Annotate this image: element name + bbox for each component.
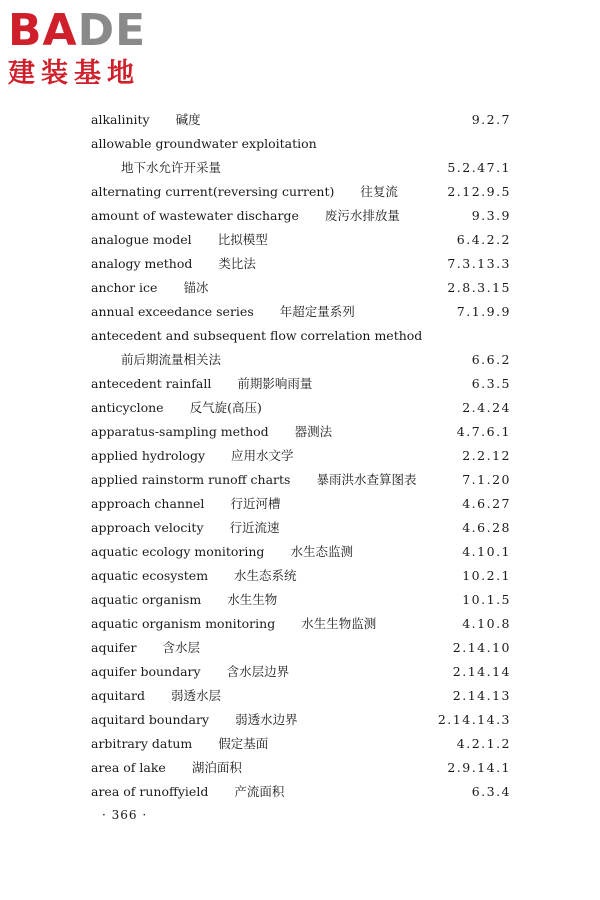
entry-chinese-term: 假定基面 bbox=[218, 736, 269, 751]
entry-section-number: 2.14.10 bbox=[452, 640, 511, 655]
glossary-entry bbox=[91, 540, 511, 564]
entry-section-number: 9.3.9 bbox=[471, 208, 511, 223]
entry-english-term: alkalinity bbox=[91, 112, 150, 127]
entry-chinese-term: 往复流 bbox=[360, 184, 398, 199]
entry-chinese-term: 比拟模型 bbox=[217, 232, 268, 247]
entry-english-term: anchor ice bbox=[91, 280, 158, 295]
entry-chinese-term: 应用水文学 bbox=[231, 448, 294, 463]
entry-english-term: aquatic ecosystem bbox=[91, 568, 209, 583]
entry-chinese-term: 水生态系统 bbox=[234, 568, 297, 583]
entry-section-number: 4.6.27 bbox=[462, 496, 511, 511]
entry-chinese-term: 弱透水层 bbox=[170, 688, 221, 703]
glossary-entry bbox=[91, 444, 511, 468]
entry-chinese-term: 反气旋(高压) bbox=[189, 400, 262, 415]
entry-section-number: 7.1.9.9 bbox=[456, 304, 511, 319]
entry-english-term: approach velocity bbox=[91, 520, 204, 535]
entry-english-term: arbitrary datum bbox=[91, 736, 193, 751]
glossary-entry bbox=[91, 108, 511, 132]
entry-section-number: 2.2.12 bbox=[462, 448, 511, 463]
glossary-entry bbox=[91, 180, 511, 204]
entry-section-number: 9.2.7 bbox=[471, 112, 511, 127]
entry-chinese-term: 行近河槽 bbox=[230, 496, 281, 511]
entry-english-term: amount of wastewater discharge bbox=[91, 208, 299, 223]
glossary-entry bbox=[91, 588, 511, 612]
entry-english-term: aquitard bbox=[91, 688, 145, 703]
entry-chinese-term: 前后期流量相关法 bbox=[121, 352, 222, 367]
entry-english-term: area of lake bbox=[91, 760, 166, 775]
entry-chinese-term: 暴雨洪水查算图表 bbox=[316, 472, 417, 487]
entry-section-number: 10.2.1 bbox=[462, 568, 511, 583]
glossary-entry bbox=[91, 420, 511, 444]
entry-english-term: apparatus-sampling method bbox=[91, 424, 269, 439]
entry-english-term: alternating current(reversing current) bbox=[91, 184, 335, 199]
entry-section-number: 2.4.24 bbox=[462, 400, 511, 415]
entry-chinese-term: 弱透水边界 bbox=[235, 712, 298, 727]
entry-english-term: analogue model bbox=[91, 232, 192, 247]
glossary-entry bbox=[91, 756, 511, 780]
entry-english-term: analogy method bbox=[91, 256, 193, 271]
entry-chinese-term: 锚冰 bbox=[183, 280, 209, 295]
glossary-entry bbox=[91, 204, 511, 228]
glossary-entry bbox=[91, 660, 511, 684]
entry-english-term: aquifer boundary bbox=[91, 664, 201, 679]
entry-chinese-term: 含水层边界 bbox=[226, 664, 290, 679]
entry-section-number: 10.1.5 bbox=[462, 592, 511, 607]
glossary-entry bbox=[91, 468, 511, 492]
entry-english-term: applied rainstorm runoff charts bbox=[91, 472, 291, 487]
entry-english-term: aquifer bbox=[91, 640, 137, 655]
glossary-entry bbox=[91, 156, 511, 180]
glossary-entry bbox=[91, 252, 511, 276]
glossary-entry bbox=[91, 684, 511, 708]
entry-chinese-term: 水生生物 bbox=[227, 592, 278, 607]
entry-section-number: 6.4.2.2 bbox=[456, 232, 511, 247]
entry-english-term: anticyclone bbox=[91, 400, 164, 415]
entry-section-number: 6.6.2 bbox=[471, 352, 511, 367]
entry-english-term: approach channel bbox=[91, 496, 205, 511]
entry-english-term: aquitard boundary bbox=[91, 712, 210, 727]
glossary-entry bbox=[91, 636, 511, 660]
entry-section-number: 2.14.13 bbox=[452, 688, 511, 703]
entry-chinese-term: 废污水排放量 bbox=[324, 208, 400, 223]
logo-wordmark-rest: DE bbox=[77, 5, 147, 56]
entry-section-number: 4.10.8 bbox=[462, 616, 511, 631]
glossary-entry bbox=[91, 612, 511, 636]
entry-section-number: 7.1.20 bbox=[462, 472, 511, 487]
logo-subtitle: 建装基地 bbox=[8, 58, 140, 89]
glossary-entry bbox=[91, 228, 511, 252]
glossary-entry bbox=[91, 300, 511, 324]
glossary-entry bbox=[91, 780, 511, 804]
glossary-entry bbox=[91, 372, 511, 396]
glossary-entry bbox=[91, 132, 511, 156]
glossary-entry bbox=[91, 516, 511, 540]
entry-section-number: 4.6.28 bbox=[462, 520, 511, 535]
entry-chinese-term: 类比法 bbox=[218, 256, 256, 271]
entry-section-number: 4.2.1.2 bbox=[456, 736, 511, 751]
entry-section-number: 4.10.1 bbox=[462, 544, 511, 559]
entry-english-term: allowable groundwater exploitation bbox=[91, 136, 317, 151]
entry-chinese-term: 碱度 bbox=[175, 112, 201, 127]
entry-section-number: 2.8.3.15 bbox=[447, 280, 511, 295]
glossary-entry bbox=[91, 732, 511, 756]
entry-section-number: 2.12.9.5 bbox=[447, 184, 511, 199]
entry-english-term: aquatic organism bbox=[91, 592, 202, 607]
entry-chinese-term: 产流面积 bbox=[234, 784, 285, 799]
entry-section-number: 5.2.47.1 bbox=[447, 160, 511, 175]
glossary-entry bbox=[91, 396, 511, 420]
entry-section-number: 2.14.14.3 bbox=[437, 712, 511, 727]
entry-chinese-term: 行近流速 bbox=[229, 520, 280, 535]
entry-chinese-term: 含水层 bbox=[162, 640, 201, 655]
entry-section-number: 2.9.14.1 bbox=[447, 760, 511, 775]
entry-english-term: area of runoffyield bbox=[91, 784, 209, 799]
glossary-entry bbox=[91, 276, 511, 300]
entry-english-term: aquatic ecology monitoring bbox=[91, 544, 265, 559]
glossary-entry bbox=[91, 492, 511, 516]
entry-english-term: applied hydrology bbox=[91, 448, 206, 463]
entry-english-term: aquatic organism monitoring bbox=[91, 616, 276, 631]
entry-chinese-term: 年超定量系列 bbox=[279, 304, 355, 319]
page-number: · 366 · bbox=[102, 808, 148, 822]
entry-english-term: antecedent and subsequent flow correlation method bbox=[91, 328, 423, 343]
entry-section-number: 7.3.13.3 bbox=[447, 256, 511, 271]
entry-section-number: 2.14.14 bbox=[452, 664, 511, 679]
glossary-entry bbox=[91, 708, 511, 732]
entry-section-number: 6.3.5 bbox=[471, 376, 511, 391]
entry-chinese-term: 器测法 bbox=[294, 424, 333, 439]
entry-chinese-term: 地下水允许开采量 bbox=[121, 160, 222, 175]
logo-wordmark bbox=[8, 6, 178, 56]
glossary-entry bbox=[91, 324, 511, 348]
glossary-entries bbox=[91, 108, 511, 804]
entry-section-number: 6.3.4 bbox=[471, 784, 511, 799]
entry-chinese-term: 水生态监测 bbox=[290, 544, 353, 559]
entry-chinese-term: 湖泊面积 bbox=[191, 760, 242, 775]
entry-section-number: 4.7.6.1 bbox=[456, 424, 511, 439]
entry-english-term: antecedent rainfall bbox=[91, 376, 212, 391]
entry-chinese-term: 水生生物监测 bbox=[301, 616, 377, 631]
entry-english-term: annual exceedance series bbox=[91, 304, 254, 319]
entry-chinese-term: 前期影响雨量 bbox=[237, 376, 313, 391]
glossary-entry bbox=[91, 348, 511, 372]
bade-logo bbox=[8, 6, 178, 96]
glossary-entry bbox=[91, 564, 511, 588]
logo-wordmark-accent: BA bbox=[8, 5, 78, 56]
